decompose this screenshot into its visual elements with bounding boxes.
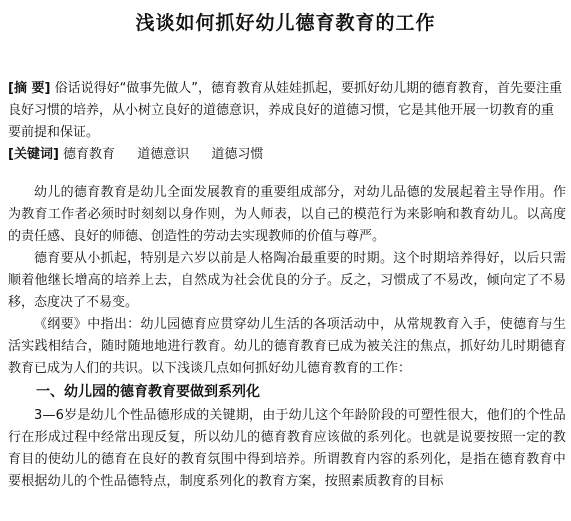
abstract-text: 俗话说得好“做事先做人”，德育教育从娃娃抓起，要抓好幼儿期的德育教育，首先要注重良好习惯的培养，从小树立良好的道德意识，养成良好的道德习惯，它是其他开展一切教育的重要前提和保证。 bbox=[8, 81, 563, 140]
paragraph-3: 《纲要》中指出：幼儿园德育应贯穿幼儿生活的各项活动中，从常规教育入手，使德育与生活实践相结合，随时随地地进行教育。幼儿的德育教育已成为被关注的焦点，抓好幼儿时期德育教育已成为人们的共识。以下浅谈几点如何抓好幼儿德育教育的工作： bbox=[8, 317, 566, 376]
document-title: 浅谈如何抓好幼儿德育教育的工作 bbox=[135, 12, 436, 34]
paragraph-4: 3—6岁是幼儿个性品德形成的关键期，由于幼儿这个年龄阶段的可塑性很大，他们的个性品行在形成过程中经常出现反复，所以幼儿的德育教育应该做的系列化。也就是说要按照一定的教育目的使幼儿的德育在良好的教育氛围中得到培养。所谓教育内容的系列化，是指在德育教育中要根据幼儿的个性品德特点，制度系列化的教育方案，按照素质教育的目标 bbox=[8, 408, 566, 489]
section-heading: 一、幼儿园的德育教育要做到系列化 bbox=[36, 384, 260, 400]
body-text bbox=[8, 182, 566, 493]
paragraph-2: 德育要从小抓起，特别是六岁以前是人格陶冶最重要的时期。这个时期培养得好，以后只需顺着他继长增高的培养上去，自然成为社会优良的分子。反之，习惯成了不易改，倾向定了不易移，态度决了不易变。 bbox=[8, 251, 566, 310]
keyword-item: 道德习惯 bbox=[211, 147, 264, 162]
abstract-label: [摘 要] bbox=[8, 81, 51, 96]
keyword-item: 德育教育 bbox=[63, 147, 116, 162]
keywords-label: [关键词] bbox=[8, 147, 59, 162]
paragraph-1: 幼儿的德育教育是幼儿全面发展教育的重要组成部分，对幼儿品德的发展起着主导作用。作为教育工作者必须时时刻刻以身作则，为人师表，以自己的模范行为来影响和教育幼儿。以高度的责任感、良好的师德、创造性的劳动去实现教师的价值与尊严。 bbox=[8, 185, 566, 244]
keywords-section bbox=[8, 144, 566, 166]
keyword-item: 道德意识 bbox=[137, 147, 190, 162]
abstract-section bbox=[8, 78, 566, 144]
